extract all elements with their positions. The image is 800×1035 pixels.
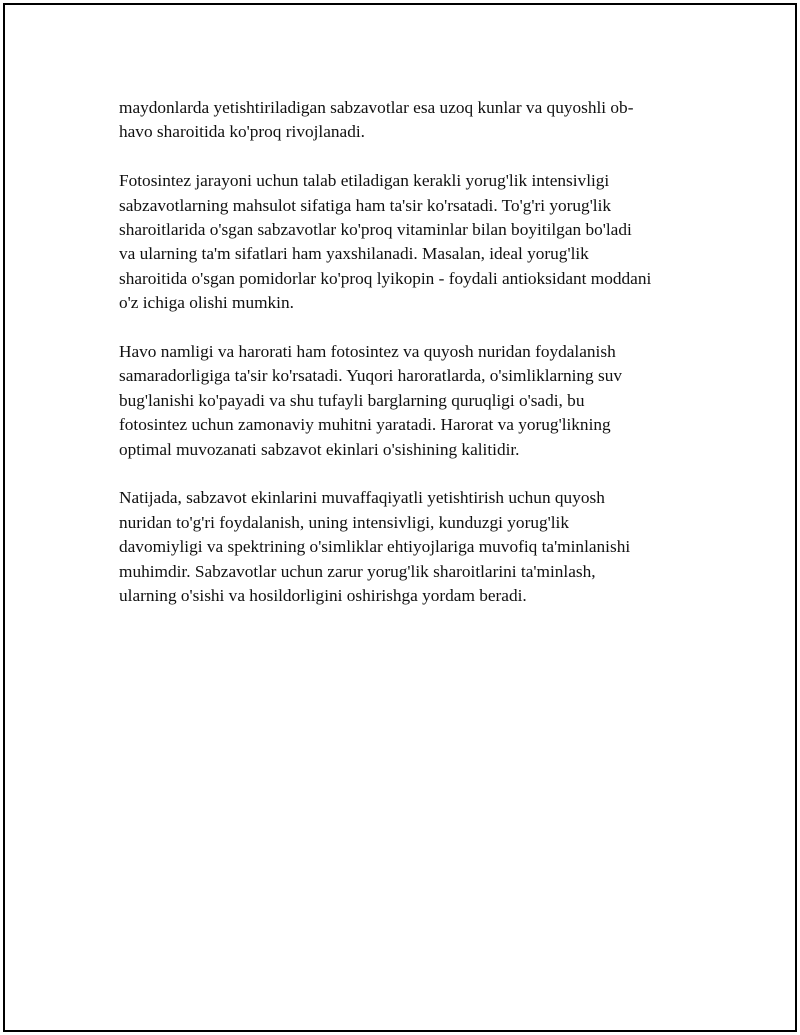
text-line: va ularning ta'm sifatlari ham yaxshilanadi. Masalan, ideal yorug'lik — [119, 244, 589, 264]
text-line: Fotosintez jarayoni uchun talab etiladigan kerakli yorug'lik intensivligi — [119, 171, 610, 191]
text-line: bug'lanishi ko'payadi va shu tufayli barglarning quruqligi o'sadi, bu — [119, 390, 585, 410]
text-line: maydonlarda yetishtiriladigan sabzavotlar esa uzoq kunlar va quyoshli ob- — [119, 98, 634, 117]
document-page — [3, 3, 797, 1032]
text-line: sabzavotlarning mahsulot sifatiga ham ta'sir ko'rsatadi. To'g'ri yorug'lik — [119, 195, 612, 215]
text-line: havo sharoitida ko'proq rivojlanadi. — [119, 122, 365, 142]
text-line: ularning o'sishi va hosildorligini oshirishga yordam beradi. — [119, 586, 527, 606]
text-line: muhimdir. Sabzavotlar uchun zarur yorug'lik sharoitlarini ta'minlash, — [119, 561, 596, 581]
text-line: fotosintez uchun zamonaviy muhitni yaratadi. Harorat va yorug'likning — [119, 415, 611, 435]
text-line: samaradorligiga ta'sir ko'rsatadi. Yuqori haroratlarda, o'simliklarning suv — [119, 366, 623, 386]
paragraph-3 — [119, 340, 699, 462]
document-body — [119, 96, 699, 633]
text-line: sharoitlarida o'sgan sabzavotlar ko'proq vitaminlar bilan boyitilgan bo'ladi — [119, 220, 632, 240]
paragraph-1 — [119, 96, 699, 145]
text-line: nuridan to'g'ri foydalanish, uning intensivligi, kunduzgi yorug'lik — [119, 512, 569, 532]
text-line: o'z ichiga olishi mumkin. — [119, 293, 294, 313]
text-line: Havo namligi va harorati ham fotosintez va quyosh nuridan foydalanish — [119, 342, 616, 362]
text-line: sharoitida o'sgan pomidorlar ko'proq lyikopin - foydali antioksidant moddani — [119, 268, 652, 288]
text-line: optimal muvozanati sabzavot ekinlari o'sishining kalitidir. — [119, 439, 520, 459]
paragraph-2 — [119, 169, 699, 315]
paragraph-4 — [119, 486, 699, 608]
text-line: Natijada, sabzavot ekinlarini muvaffaqiyatli yetishtirish uchun quyosh — [119, 488, 605, 508]
text-line: davomiyligi va spektrining o'simliklar ehtiyojlariga muvofiq ta'minlanishi — [119, 537, 631, 557]
